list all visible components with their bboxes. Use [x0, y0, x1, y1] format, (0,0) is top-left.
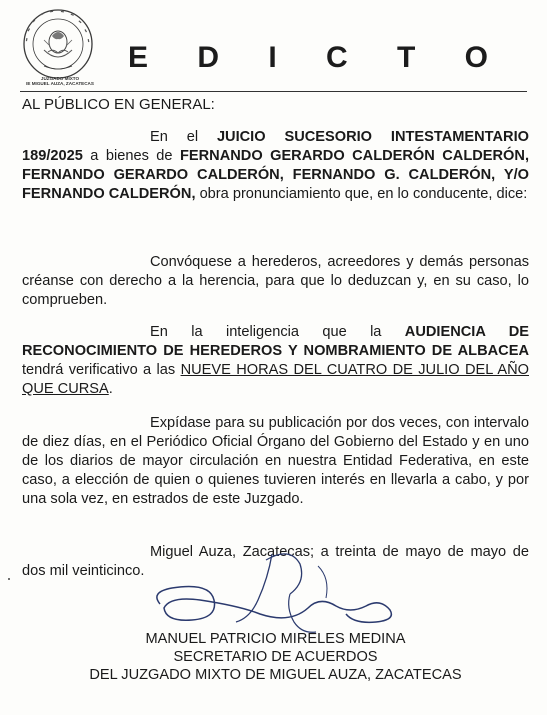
paragraph-text: . [108, 381, 113, 397]
seal-caption-line2: IE MIGUEL AUZA, ZACATECAS [26, 81, 94, 87]
paragraph-text: obra pronunciamiento que, en lo conducente, dice: [195, 186, 528, 202]
paragraph-text: En el [150, 129, 217, 145]
salutation: AL PÚBLICO EN GENERAL: [22, 96, 215, 113]
paragraph-text: tendrá verificativo a las [22, 362, 181, 378]
signatory-block [22, 630, 529, 684]
header-divider [20, 91, 527, 92]
signatory-role: SECRETARIO DE ACUERDOS [173, 649, 378, 665]
title-letter: I [268, 41, 277, 74]
paragraph-text: Expídase para su publicación por dos veces, con intervalo de diez días, en el Periódico Oficial Órgano del Gobierno del Estado y en uno de los diarios de mayor circulación en nuestra Entidad Federativa, en este caso, a elección de quien o quienes tuvieren interés en llevarla a cabo, y por una sola vez, en estrados de este Juzgado. [22, 415, 529, 507]
case-number: JUICIO SUCESORIO INTESTAMENTARIO 189/2025 [22, 129, 529, 164]
seal-caption [14, 76, 106, 87]
paragraph-publication [22, 414, 529, 509]
title-letter: O [464, 41, 488, 74]
paragraph-text: a bienes de [82, 148, 180, 164]
signatory-office: DEL JUZGADO MIXTO DE MIGUEL AUZA, ZACATECAS [89, 667, 462, 683]
hearing-date: NUEVE HORAS DEL CUATRO DE JULIO DEL AÑO QUE CURSA [22, 362, 529, 397]
edict-title [128, 38, 488, 78]
deceased-names: FERNANDO GERARDO CALDERÓN CALDERÓN, FERNANDO GERARDO CALDERÓN, FERNANDO G. CALDERÓN, Y/O FERNANDO CALDERÓN, [22, 148, 529, 202]
paragraph-case-intro [22, 128, 529, 204]
title-letter: C [325, 41, 348, 74]
margin-mark [8, 578, 10, 580]
hearing-title: AUDIENCIA DE RECONOCIMIENTO DE HEREDEROS Y NOMBRAMIENTO DE ALBACEA [22, 324, 529, 359]
title-letter: D [197, 41, 219, 74]
title-letter: T [396, 41, 416, 74]
paragraph-text: Miguel Auza, Zacatecas; a treinta de mayo de mayo de dos mil veinticinco. [22, 544, 529, 579]
signatory-name: MANUEL PATRICIO MIRELES MEDINA [145, 631, 406, 647]
paragraph-text: Convóquese a herederos, acreedores y demás personas créanse con derecho a la herencia, para que lo deduzcan y, en su caso, lo comprueben. [22, 254, 529, 308]
paragraph-text: En la inteligencia que la [150, 324, 405, 340]
paragraph-hearing [22, 323, 529, 399]
seal-caption-line1: JUZGADO MIXTO [40, 76, 80, 81]
title-letter: E [128, 41, 149, 74]
paragraph-summons [22, 253, 529, 310]
